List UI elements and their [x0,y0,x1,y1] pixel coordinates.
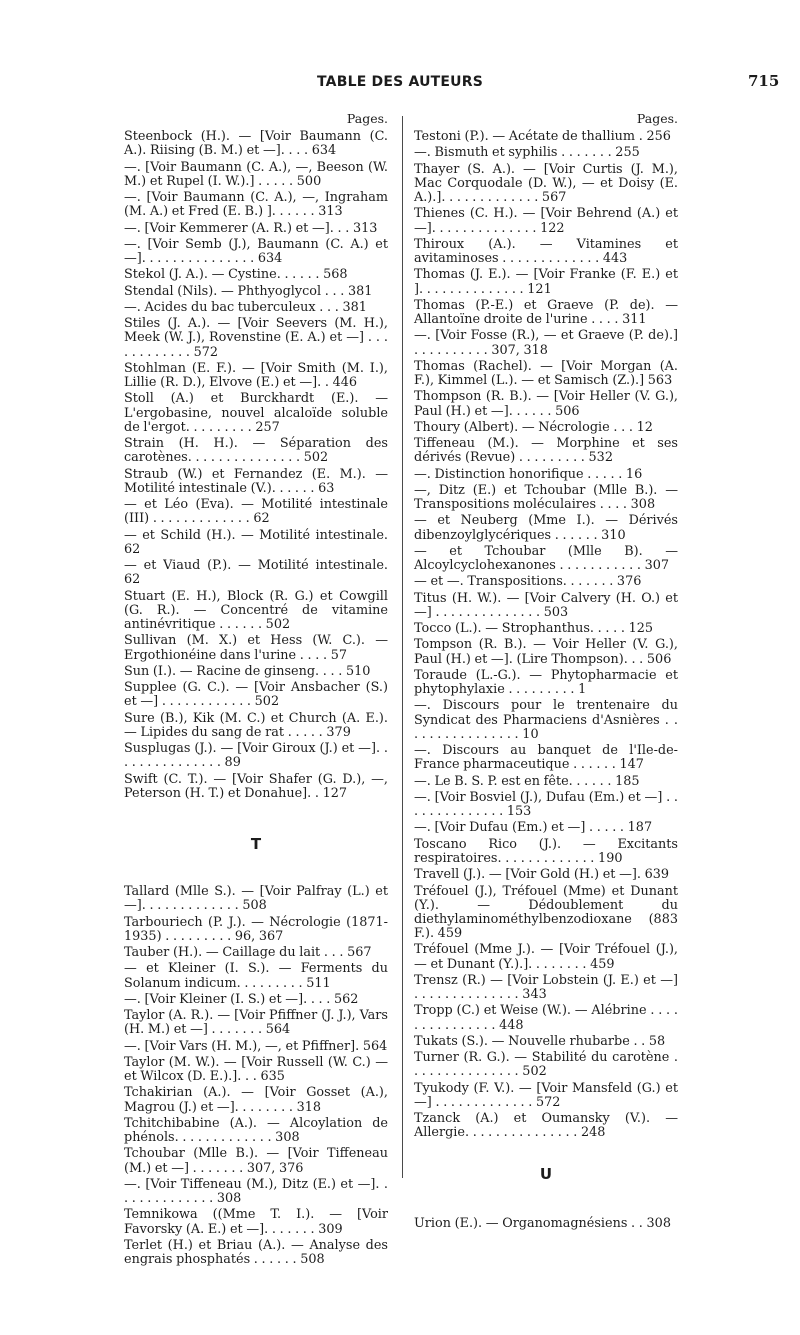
index-entry: Tarbouriech (P. J.). — Nécrologie (1871-1935) . . . . . . . . . 96, 367 [124,914,388,944]
index-entry: — et Tchoubar (Mlle B). — Alcoylcyclohexanones . . . . . . . . . . . 307 [414,543,678,574]
index-entry: —. Discours pour le trentenaire du Syndicat des Pharmaciens d'Asnières . . . . . . . . . . . . . . . . 10 [414,698,678,742]
index-entry: Tompson (R. B.). — Voir Heller (V. G.), Paul (H.) et —]. (Lire Thompson). . . 506 [414,637,678,667]
index-entry: —. [Voir Baumann (C. A.), —, Beeson (W. M.) et Rupel (I. W.).] . . . . . 500 [124,159,388,189]
index-entry: Travell (J.). — [Voir Gold (H.) et —]. 639 [414,867,670,883]
index-entry: Tyukody (F. V.). — [Voir Mansfeld (G.) et —] . . . . . . . . . . . . . 572 [414,1080,678,1110]
index-entry: Thomas (Rachel). — [Voir Morgan (A. F.), Kimmel (L.). — et Samisch (Z.).] 563 [414,358,678,388]
right-column [414,110,678,1233]
index-entry: Strain (H. H.). — Séparation des carotènes. . . . . . . . . . . . . . . 502 [124,436,388,466]
left-column [124,110,388,1269]
index-entry: Tréfouel (J.), Tréfouel (Mme) et Dunant (Y.). — Dédoublement du diethylaminométhylbenzodioxane (883 F.). 459 [414,883,678,942]
index-entry: Swift (C. T.). — [Voir Shafer (G. D.), —, Peterson (H. T.) et Donahue]. . 127 [124,771,388,801]
index-entry: Supplee (G. C.). — [Voir Ansbacher (S.) et —] . . . . . . . . . . . . 502 [124,680,388,710]
index-entry: —. [Voir Fosse (R.), — et Graeve (P. de).] . . . . . . . . . . 307, 318 [414,328,678,358]
section-heading-u: U [539,1164,553,1183]
running-title: TABLE DES AUTEURS [317,74,483,90]
index-entry: Thoury (Albert). — Nécrologie . . . 12 [414,419,653,435]
index-entry: —. [Voir Bosviel (J.), Dufau (Em.) et —] . . . . . . . . . . . . . . 153 [414,789,678,820]
index-entry: Stuart (E. H.), Block (R. G.) et Cowgill (G. R.). — Concentré de vitamine antinévritique . . . . . . 502 [124,588,388,632]
index-entry: Taylor (M. W.). — [Voir Russell (W. C.) — et Wilcox (D. E.).]. . . 635 [124,1054,388,1085]
index-entry: —. [Voir Kleiner (I. S.) et —]. . . . 562 [124,991,359,1007]
index-entry: —. [Voir Semb (J.), Baumann (C. A.) et —]. . . . . . . . . . . . . . . 634 [124,236,388,266]
page-number: 715 [748,72,780,90]
index-entry: Susplugas (J.). — [Voir Giroux (J.) et —]. . . . . . . . . . . . . . . 89 [124,741,388,771]
index-entry: Tukats (S.). — Nouvelle rhubarbe . . 58 [414,1033,666,1049]
index-entry: Sure (B.), Kik (M. C.) et Church (A. E.). — Lipides du sang de rat . . . . . 379 [124,710,388,740]
index-entry: —, Ditz (E.) et Tchoubar (Mlle B.). — Transpositions moléculaires . . . . 308 [414,482,678,513]
index-entry: Thiroux (A.). — Vitamines et avitaminoses . . . . . . . . . . . . . 443 [414,236,678,266]
index-entry: Tallard (Mlle S.). — [Voir Palfray (L.) et —]. . . . . . . . . . . . . 508 [124,884,388,914]
index-entry: Sun (I.). — Racine de ginseng. . . . 510 [124,663,371,679]
index-entry: Tauber (H.). — Caillage du lait . . . 567 [124,945,372,960]
index-entry: Steenbock (H.). — [Voir Baumann (C. A.). Riising (B. M.) et —]. . . . 634 [124,129,388,159]
index-entry: Testoni (P.). — Acétate de thallium . 256 [414,129,671,144]
index-entry: Thayer (S. A.). — [Voir Curtis (J. M.), Mac Corquodale (D. W.), — et Doisy (E. A.).]. . . . . . . . . . . . . 567 [414,161,678,205]
pages-label: Pages. [636,111,678,126]
index-entry: —. [Voir Kemmerer (A. R.) et —]. . . 313 [124,220,378,236]
index-entry: Trensz (R.) — [Voir Lobstein (J. E.) et —] . . . . . . . . . . . . . . 343 [414,972,678,1003]
index-entry: Taylor (A. R.). — [Voir Pfiffner (J. J.), Vars (H. M.) et —] . . . . . . . 564 [124,1008,388,1038]
index-entry: Thomas (J. E.). — [Voir Franke (F. E.) et ]. . . . . . . . . . . . . . 121 [414,267,678,297]
index-entry: Terlet (H.) et Briau (A.). — Analyse des engrais phosphatés . . . . . . 508 [124,1237,388,1268]
index-entry: — et Léo (Eva). — Motilité intestinale (III) . . . . . . . . . . . . . 62 [124,497,388,527]
index-entry: —. [Voir Dufau (Em.) et —] . . . . . 187 [414,820,653,836]
index-entry: Toscano Rico (J.). — Excitants respiratoires. . . . . . . . . . . . . 190 [414,836,678,866]
index-entry: —. [Voir Tiffeneau (M.), Ditz (E.) et —]. . . . . . . . . . . . . . 308 [124,1176,388,1207]
index-entry: —. Discours au banquet de l'Ile-de-France pharmaceutique . . . . . . 147 [414,743,678,773]
index-entry: Toraude (L.-G.). — Phytopharmacie et phytophylaxie . . . . . . . . . 1 [414,667,678,698]
index-entry: Tzanck (A.) et Oumansky (V.). — Allergie. . . . . . . . . . . . . . . 248 [414,1111,678,1141]
index-entry: Stekol (J. A.). — Cystine. . . . . . 568 [124,267,348,283]
index-entry: Stoll (A.) et Burckhardt (E.). — L'ergobasine, nouvel alcaloïde soluble de l'ergot. . . . . . . . . 257 [124,391,388,435]
index-entry: Stendal (Nils). — Phthyoglycol . . . 381 [124,283,373,299]
index-entry: Titus (H. W.). — [Voir Calvery (H. O.) et —] . . . . . . . . . . . . . . 503 [414,590,678,620]
index-entry: —. Le B. S. P. est en fête. . . . . . 185 [414,773,640,789]
index-entry: Thompson (R. B.). — [Voir Heller (V. G.), Paul (H.) et —]. . . . . . 506 [414,389,678,419]
index-entry: — et —. Transpositions. . . . . . . 376 [414,574,642,590]
index-entry: — et Schild (H.). — Motilité intestinale. 62 [124,527,388,557]
section-heading-t: T [250,835,262,853]
index-entry: — et Neuberg (Mme I.). — Dérivés dibenzoylglycériques . . . . . . 310 [414,513,678,543]
index-entry: Straub (W.) et Fernandez (E. M.). — Motilité intestinale (V.). . . . . . 63 [124,466,388,496]
column-divider [402,116,403,1178]
pages-label: Pages. [346,111,388,126]
index-entry: Tchoubar (Mlle B.). — [Voir Tiffeneau (M.) et —] . . . . . . . 307, 376 [124,1146,388,1176]
section-t-entries-continued [414,130,678,1141]
index-entry: Thomas (P.-E.) et Graeve (P. de). — Allantoïne droite de l'urine . . . . 311 [414,297,678,327]
index-entry: —. [Voir Baumann (C. A.), —, Ingraham (M. A.) et Fred (E. B.) ]. . . . . . 313 [124,190,388,220]
index-entry: —. Bismuth et syphilis . . . . . . . 255 [414,145,640,161]
index-entry: Tropp (C.) et Weise (W.). — Alébrine . . . . . . . . . . . . . . . 448 [414,1003,678,1033]
index-entry: —. Distinction honorifique . . . . . 16 [414,466,643,482]
index-entry: —. [Voir Vars (H. M.), —, et Pfiffner]. 564 [124,1038,388,1054]
index-entry: Tchitchibabine (A.). — Alcoylation de phénols. . . . . . . . . . . . . 308 [124,1115,388,1146]
index-entry: Urion (E.). — Organomagnésiens . . 308 [414,1215,671,1231]
index-entry: Tréfouel (Mme J.). — [Voir Tréfouel (J.), — et Dunant (Y.).]. . . . . . . . 459 [414,942,678,972]
index-entry: Temnikowa ((Mme T. I.). — [Voir Favorsky (A. E.) et —]. . . . . . . 309 [124,1207,388,1237]
section-u-entries [414,1217,678,1231]
index-entry: Sullivan (M. X.) et Hess (W. C.). — Ergothionéine dans l'urine . . . . 57 [124,633,388,663]
index-entry: Tiffeneau (M.). — Morphine et ses dérivés (Revue) . . . . . . . . . 532 [414,436,678,466]
index-entry: Tocco (L.). — Strophanthus. . . . . 125 [414,621,654,637]
index-entry: Thienes (C. H.). — [Voir Behrend (A.) et —]. . . . . . . . . . . . . . 122 [414,206,678,236]
index-entry: — et Kleiner (I. S.). — Ferments du Solanum indicum. . . . . . . . . 511 [124,961,388,991]
index-entry: Stohlman (E. F.). — [Voir Smith (M. I.), Lillie (R. D.), Elvove (E.) et —]. . 446 [124,360,388,391]
index-entry: —. Acides du bac tuberculeux . . . 381 [124,299,367,315]
index-entry: — et Viaud (P.). — Motilité intestinale. 62 [124,558,388,588]
section-t-entries [124,885,388,1267]
index-entry: Stiles (J. A.). — [Voir Seevers (M. H.), Meek (W. J.), Rovenstine (E. A.) et —] . . . . . . . . . . . . 572 [124,316,388,360]
index-entry: Turner (R. G.). — Stabilité du carotène . . . . . . . . . . . . . . . 502 [414,1050,678,1080]
section-s-entries [124,130,388,801]
index-entry: Tchakirian (A.). — [Voir Gosset (A.), Magrou (J.) et —]. . . . . . . . 318 [124,1085,388,1115]
